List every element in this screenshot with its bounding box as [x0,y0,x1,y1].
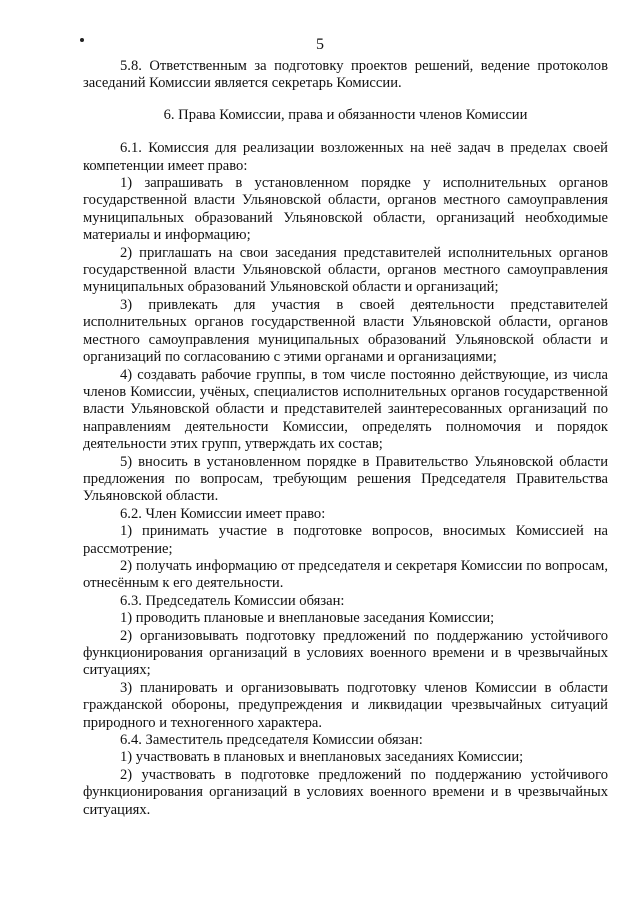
section-heading-6: 6. Права Комиссии, права и обязанности членов Комиссии [163,106,528,123]
paragraph-6-1-item-1: 1) запрашивать в установленном порядке у исполнительных органов государственной власти Ульяновской области, органов местного самоуправления муниципальных образований Ульяновской области, организаций необходимые материалы и информацию; [83,175,608,244]
paragraph-6-3-item-3: 3) планировать и организовывать подготовку членов Комиссии в области гражданской обороны, предупреждения и ликвидации чрезвычайных ситуаций природного и техногенного характера. [83,679,608,731]
paragraph-6-1-item-3: 3) привлекать для участия в своей деятельности представителей исполнительных органов государственной власти Ульяновской области, органов местного самоуправления муниципальных образований Ульяновской области и организаций по согласованию с этими органами и организациями; [83,296,608,366]
paragraph-5-8: 5.8. Ответственным за подготовку проектов решений, ведение протоколов заседаний Комиссии является секретарь Комиссии. [83,58,608,92]
paragraph-6-1-item-5: 5) вносить в установленном порядке в Правительство Ульяновской области предложения по вопросам, требующим решения Председателя Правительства Ульяновской области. [83,453,608,505]
paragraph-6-2-item-1: 1) принимать участие в подготовке вопросов, вносимых Комиссией на рассмотрение; [83,523,608,557]
paragraph-6-2-item-2: 2) получать информацию от председателя и секретаря Комиссии по вопросам, отнесённым к его деятельности. [83,557,608,592]
paragraph-6-2: 6.2. Член Комиссии имеет право: [120,505,326,522]
paragraph-6-1-item-4: 4) создавать рабочие группы, в том числе постоянно действующие, из числа членов Комиссии, учёных, специалистов исполнительных органов государственной власти Ульяновской области и представителей заинтересованных организаций по направлениям деятельности Комиссии, определять полномочия и порядок деятельности этих групп, утверждать их состав; [83,366,608,453]
page-number: 5 [316,36,324,53]
paragraph-6-4-item-1: 1) участвовать в плановых и внеплановых заседаниях Комиссии; [120,749,524,766]
paragraph-6-3-item-2: 2) организовывать подготовку предложений по поддержанию устойчивого функционирования организаций в условиях военного времени и в чрезвычайных ситуациях; [83,627,608,679]
paragraph-6-1-item-2: 2) приглашать на свои заседания представителей исполнительных органов государственной власти Ульяновской области, органов местного самоуправления муниципальных образований Ульяновской области и организаций; [83,244,608,296]
paragraph-6-3: 6.3. Председатель Комиссии обязан: [120,592,345,609]
paragraph-6-1: 6.1. Комиссия для реализации возложенных на неё задач в пределах своей компетенции имеет право: [83,140,608,174]
paragraph-6-4-item-2: 2) участвовать в подготовке предложений по поддержанию устойчивого функционирования организаций в условиях военного времени и в чрезвычайных ситуациях. [83,766,608,818]
document-body [83,58,608,819]
paragraph-6-3-item-1: 1) проводить плановые и внеплановые заседания Комиссии; [120,610,495,627]
paragraph-6-4: 6.4. Заместитель председателя Комиссии обязан: [120,732,423,749]
